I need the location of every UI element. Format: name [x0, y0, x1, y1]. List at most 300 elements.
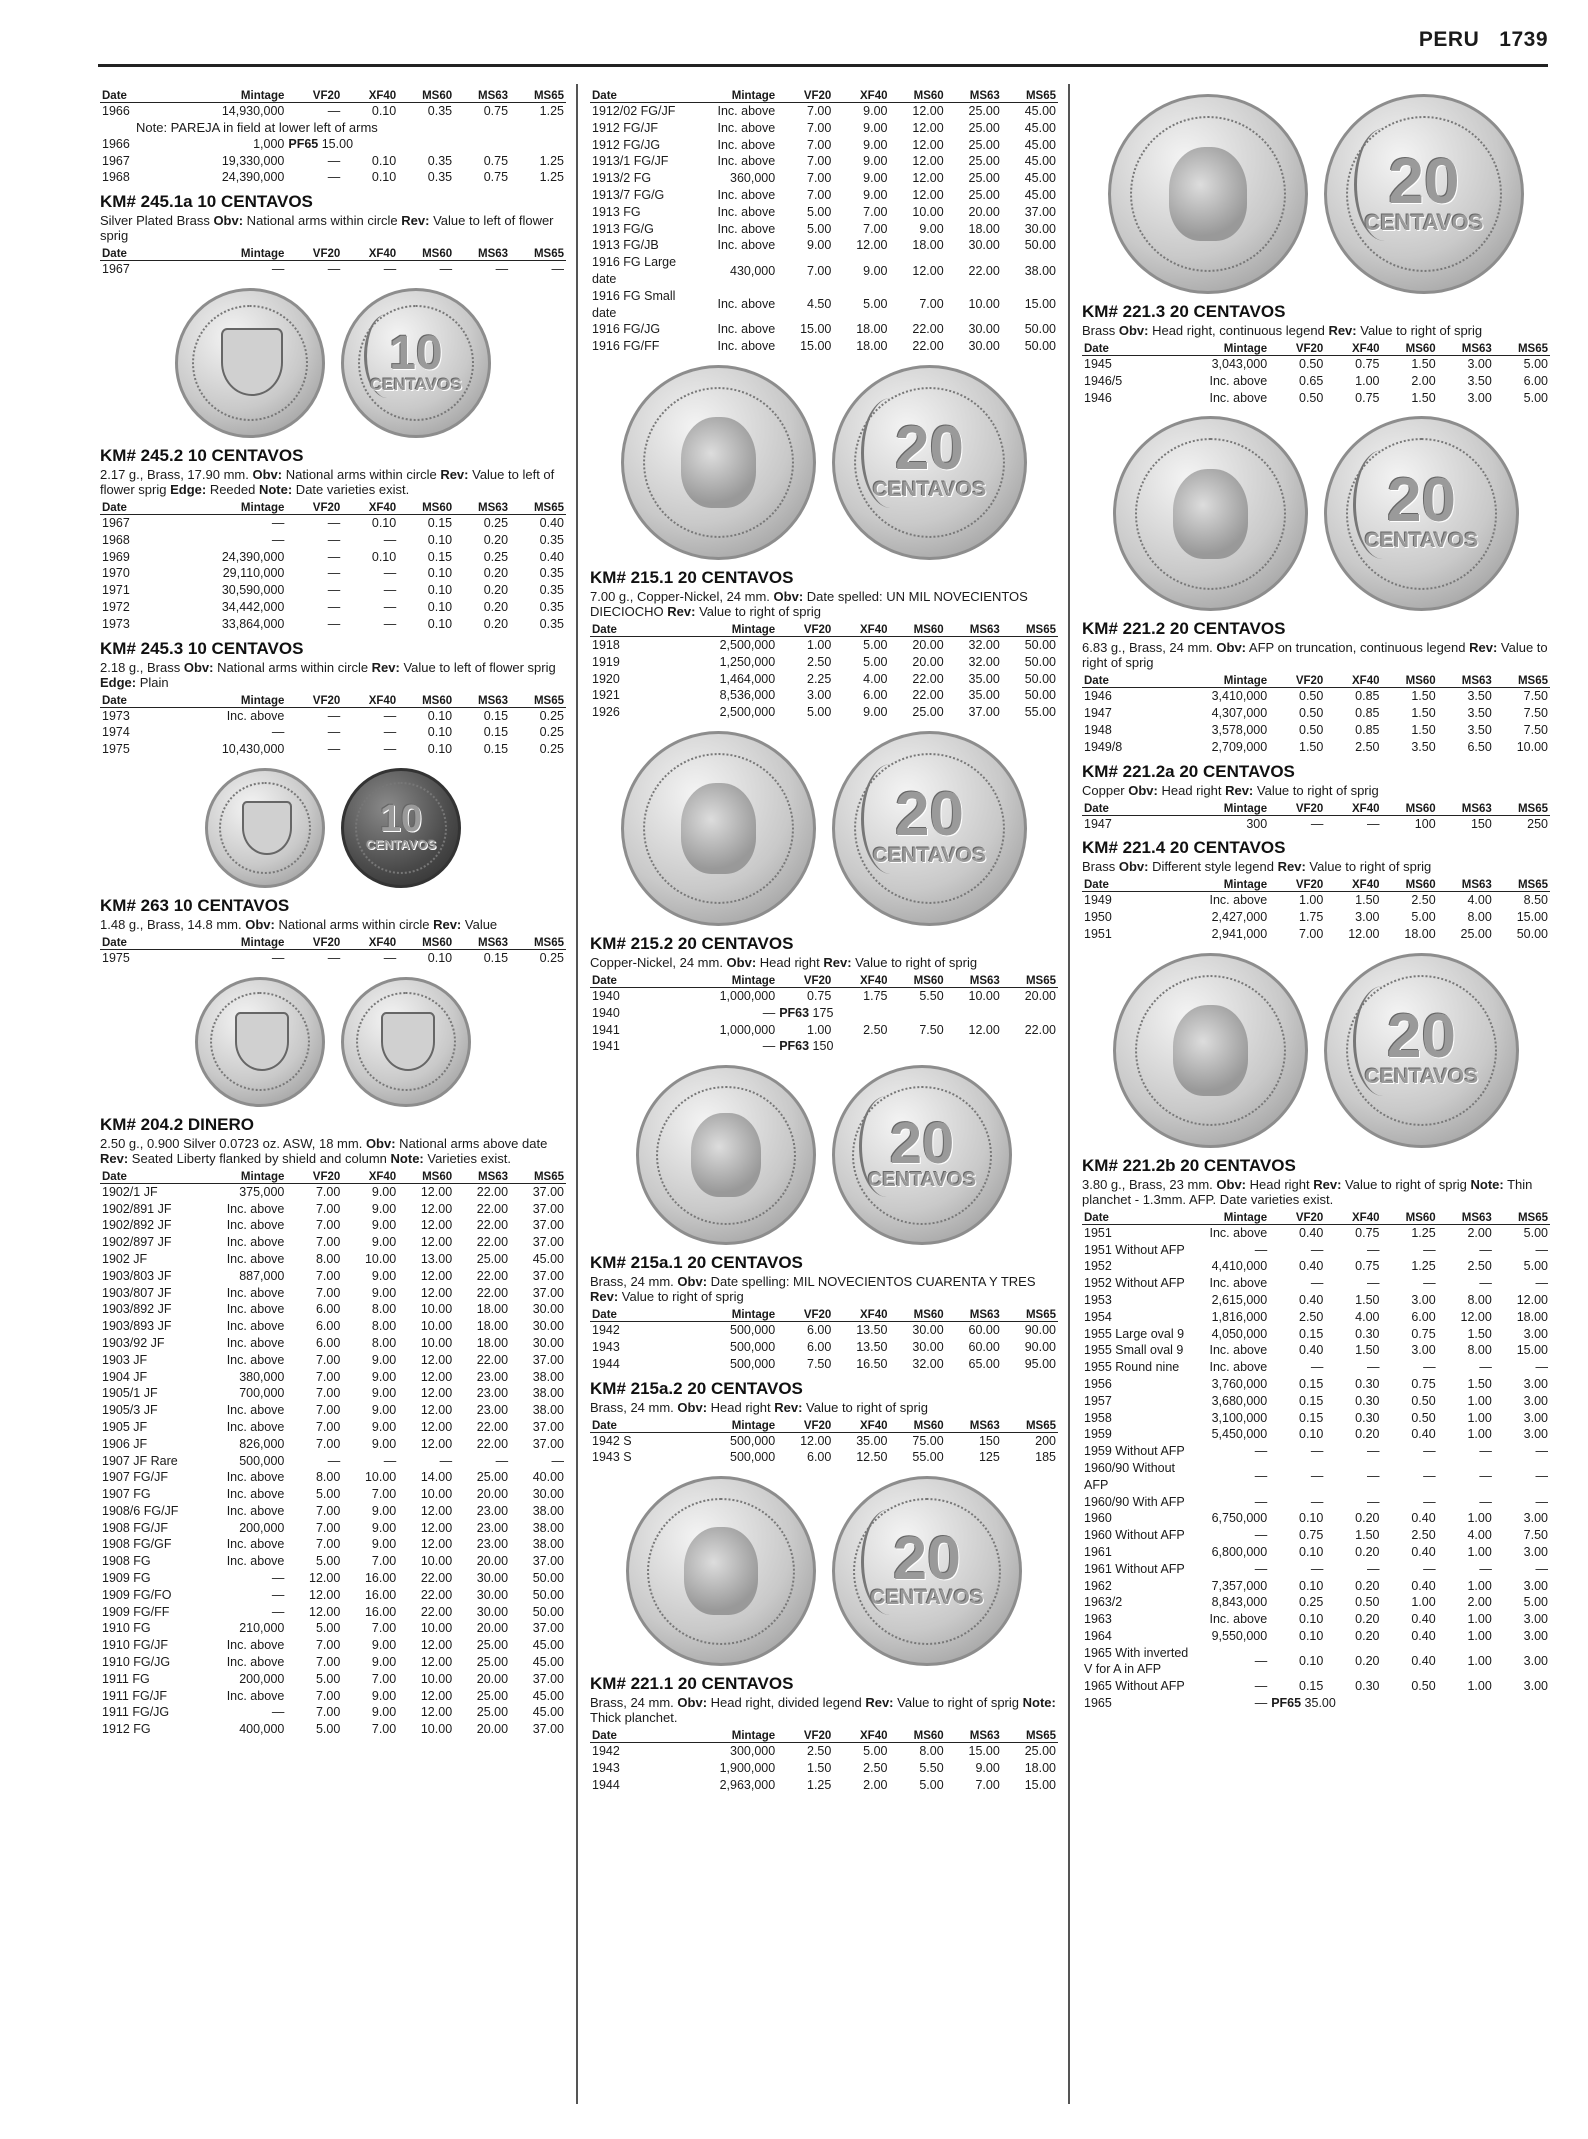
table-cell: 0.50	[1299, 689, 1324, 704]
price-table	[100, 90, 566, 186]
column-header: VF20	[286, 90, 342, 103]
table-cell: 9.00	[371, 1705, 397, 1720]
table-cell: Inc. above	[1209, 390, 1268, 405]
table-cell: —	[1479, 1444, 1492, 1459]
table-cell: 7.00	[919, 297, 944, 312]
table-row	[590, 170, 1058, 187]
table-cell: 0.20	[1355, 1578, 1380, 1593]
table-cell: 7.00	[315, 1638, 341, 1653]
table-cell: 7.00	[371, 1487, 397, 1502]
table-cell: 8.00	[315, 1251, 341, 1266]
table-row	[100, 1285, 566, 1302]
table-cell: 0.40	[1299, 1259, 1324, 1274]
coin-value: 20	[895, 780, 964, 850]
table-cell: 30.00	[532, 1335, 564, 1350]
entry-description	[1082, 1177, 1550, 1207]
table-cell: 1913/1 FG/JF	[592, 154, 669, 169]
table-cell: 20.00	[476, 1554, 509, 1569]
table-header-row	[590, 1420, 1058, 1433]
table-cell: Inc. above	[717, 154, 776, 169]
table-cell: 30.00	[968, 322, 1000, 337]
table-cell: 18.00	[476, 1319, 509, 1334]
table-cell: 8.00	[371, 1302, 397, 1317]
table-cell: 7.00	[863, 204, 888, 219]
table-cell: Inc. above	[717, 120, 776, 135]
table-cell: 1912 FG/JG	[592, 137, 661, 152]
table-cell: Inc. above	[226, 1319, 285, 1334]
column-header: XF40	[1325, 1212, 1381, 1225]
table-cell: 9.00	[371, 1638, 397, 1653]
table-cell: 0.85	[1355, 689, 1380, 704]
table-row	[1082, 1695, 1550, 1712]
field-label: Note:	[1022, 1695, 1056, 1711]
table-cell: 37.00	[532, 1671, 564, 1686]
table-cell: 7.00	[807, 154, 832, 169]
table-cell: 12.00	[420, 1218, 453, 1233]
table-cell: 95.00	[1024, 1356, 1056, 1371]
table-row	[1082, 926, 1550, 943]
table-cell: —	[271, 262, 285, 277]
field-label: Obv:	[1128, 782, 1158, 798]
table-cell: 15.00	[1024, 297, 1056, 312]
table-cell: 38.00	[532, 1537, 564, 1552]
field-label: Rev:	[590, 1289, 619, 1305]
table-cell: 23.00	[476, 1537, 509, 1552]
table-cell: 1.50	[1411, 722, 1436, 737]
table-cell: 1913/7 FG/G	[592, 187, 665, 202]
column-header: XF40	[342, 937, 398, 950]
table-row	[100, 1654, 566, 1671]
coin-photo-pair	[590, 1065, 1058, 1245]
table-cell: 0.20	[483, 599, 509, 614]
table-cell: 1.50	[1467, 1376, 1492, 1391]
field-label: Rev:	[1225, 782, 1254, 798]
table-cell: Inc. above	[226, 1503, 285, 1518]
coin-obverse-image	[205, 768, 325, 888]
table-cell: 0.10	[1299, 1544, 1324, 1559]
price-table	[590, 1420, 1058, 1467]
portrait-icon	[684, 1527, 758, 1615]
table-cell: 7.00	[1299, 926, 1324, 941]
table-cell: 5.00	[315, 1621, 341, 1636]
table-cell: 0.10	[427, 708, 453, 723]
table-row	[100, 1318, 566, 1335]
table-cell: 9.00	[371, 1218, 397, 1233]
column-header: Mintage	[702, 1309, 777, 1322]
table-cell: Inc. above	[226, 1638, 285, 1653]
table-cell: 0.10	[1299, 1628, 1324, 1643]
table-cell: 23.00	[476, 1503, 509, 1518]
table-cell: 12.00	[420, 1403, 453, 1418]
table-cell: —	[1535, 1276, 1548, 1291]
entry-description	[590, 589, 1058, 619]
table-cell: 12.00	[968, 1022, 1000, 1037]
table-row	[1082, 1527, 1550, 1544]
table-cell: 6,800,000	[1211, 1544, 1268, 1559]
table-cell: 7.00	[315, 1352, 341, 1367]
table-cell: 25.00	[476, 1655, 509, 1670]
table-cell: 1.50	[1411, 706, 1436, 721]
table-row	[100, 1704, 566, 1721]
column-header: XF40	[342, 248, 398, 261]
table-cell: 7.50	[919, 1022, 944, 1037]
table-row	[1082, 1510, 1550, 1527]
coin-unit: CENTAVOS	[1364, 1065, 1479, 1089]
table-cell: 5.00	[315, 1554, 341, 1569]
table-cell: 1916 FG/JG	[592, 322, 661, 337]
table-cell: —	[1535, 1469, 1548, 1484]
table-cell: 22.00	[476, 1201, 509, 1216]
table-cell: 1910 FG/JG	[102, 1655, 171, 1670]
table-cell: —	[1254, 1696, 1268, 1711]
field-label: Rev:	[401, 213, 430, 229]
table-cell: 1.00	[1411, 1595, 1436, 1610]
table-cell: Inc. above	[226, 1285, 285, 1300]
table-cell: 5.00	[315, 1722, 341, 1737]
table-cell: 23.00	[476, 1403, 509, 1418]
column-header: Mintage	[212, 90, 287, 103]
column-header: MS65	[510, 90, 566, 103]
table-cell: —	[383, 742, 397, 757]
table-cell: 1909 FG/FO	[102, 1587, 172, 1602]
table-cell: 10.00	[364, 1470, 397, 1485]
proof-value-cell	[777, 1005, 1058, 1022]
table-cell: Inc. above	[226, 1235, 285, 1250]
table-cell: 20.00	[476, 1487, 509, 1502]
proof-grade: PF65	[288, 136, 322, 151]
column-header: VF20	[286, 937, 342, 950]
table-row	[100, 1688, 566, 1705]
table-cell: 1955 Large oval 9	[1084, 1326, 1185, 1341]
table-cell: 1954	[1084, 1309, 1112, 1324]
table-cell: 3,578,000	[1211, 722, 1268, 737]
table-cell: 200,000	[239, 1671, 285, 1686]
table-cell: 60.00	[968, 1323, 1000, 1338]
table-cell: 5.00	[863, 1744, 888, 1759]
table-cell: 1972	[102, 599, 130, 614]
table-cell: —	[271, 532, 285, 547]
table-cell: 0.75	[483, 170, 509, 185]
catalog-entry	[590, 1379, 1058, 1467]
table-row	[590, 1022, 1058, 1039]
table-cell: 9.00	[371, 1655, 397, 1670]
table-cell: 3.00	[1467, 357, 1492, 371]
field-text: 2.17 g., Brass, 17.90 mm.	[100, 466, 253, 482]
entry-title: KM# 221.2a 20 CENTAVOS	[1082, 761, 1295, 781]
table-cell: 37.00	[532, 1621, 564, 1636]
table-cell: 50.00	[1516, 926, 1548, 941]
table-cell: 1959 Without AFP	[1084, 1444, 1185, 1459]
table-row	[100, 1335, 566, 1352]
entry-title: KM# 215.2 20 CENTAVOS	[590, 933, 794, 953]
table-cell: 1902 JF	[102, 1251, 148, 1266]
table-cell: 6.00	[807, 1450, 832, 1465]
table-cell: —	[327, 170, 341, 185]
table-cell: 0.75	[1411, 1326, 1436, 1341]
table-cell: 9.00	[371, 1403, 397, 1418]
table-cell: —	[1254, 1242, 1268, 1257]
table-cell: 0.10	[427, 583, 453, 598]
table-cell: 9.00	[371, 1268, 397, 1283]
coin-obverse-image	[621, 365, 816, 560]
table-cell: 22.00	[968, 263, 1000, 278]
table-cell: 0.20	[483, 583, 509, 598]
table-cell: 0.75	[483, 104, 509, 118]
table-cell: 1964	[1084, 1628, 1112, 1643]
table-cell: 25.00	[968, 137, 1000, 152]
table-cell: 10.00	[1516, 739, 1548, 754]
table-cell: 9.00	[919, 221, 944, 236]
table-cell: 1960 Without AFP	[1084, 1528, 1185, 1543]
table-cell: —	[1310, 1469, 1324, 1484]
table-cell: 887,000	[239, 1268, 285, 1283]
column-header: VF20	[1269, 675, 1325, 688]
table-row	[590, 1356, 1058, 1373]
table-cell: 0.35	[539, 583, 564, 598]
table-cell: 210,000	[239, 1621, 285, 1636]
table-row	[590, 103, 1058, 120]
table-cell: 25.00	[968, 187, 1000, 202]
proof-value: 150	[812, 1039, 834, 1054]
table-cell: 9.00	[863, 120, 888, 135]
table-cell: 1909 FG	[102, 1571, 151, 1586]
table-cell: 12.50	[856, 1450, 888, 1465]
column-header: MS63	[1438, 1212, 1494, 1225]
table-cell: 1911 FG/JG	[102, 1705, 170, 1720]
table-cell: 30,590,000	[221, 583, 285, 598]
table-cell: 4.00	[1467, 1528, 1492, 1543]
table-cell: 3.50	[1467, 689, 1492, 704]
price-table	[590, 624, 1058, 721]
table-cell: 1912 FG/JF	[592, 120, 658, 135]
table-cell: 1.00	[1467, 1511, 1492, 1526]
table-cell: 0.50	[1411, 1393, 1436, 1408]
table-cell: 826,000	[239, 1436, 285, 1451]
table-cell: Inc. above	[226, 1251, 285, 1266]
table-cell: Inc. above	[226, 1655, 285, 1670]
table-cell: —	[1367, 1276, 1380, 1291]
column-header: Date	[590, 1309, 702, 1322]
price-table	[590, 975, 1058, 1055]
table-header-row	[590, 624, 1058, 637]
field-text: Value	[461, 916, 498, 932]
table-cell: 2.00	[1467, 1595, 1492, 1610]
field-text: Head right	[1246, 1176, 1314, 1192]
table-cell: 22.00	[420, 1604, 453, 1619]
table-cell: —	[383, 262, 397, 277]
table-cell: —	[1367, 816, 1380, 831]
table-cell: —	[327, 708, 341, 723]
table-cell: —	[327, 515, 341, 530]
table-cell: —	[383, 725, 397, 740]
table-cell: 0.25	[483, 549, 509, 564]
table-cell: 1912 FG	[102, 1722, 151, 1737]
table-row	[590, 987, 1058, 1004]
table-cell: 0.40	[539, 549, 564, 564]
table-cell: 20.00	[912, 637, 944, 652]
table-cell: 9.00	[371, 1235, 397, 1250]
table-cell: 0.25	[1299, 1595, 1324, 1610]
table-cell: Inc. above	[1209, 1276, 1268, 1291]
table-cell: 9.00	[371, 1520, 397, 1535]
table-cell: 430,000	[730, 263, 776, 278]
table-row	[590, 120, 1058, 137]
catalog-entry	[590, 568, 1058, 721]
table-row	[1082, 1544, 1550, 1561]
field-text: Brass, 24 mm.	[590, 1274, 678, 1290]
table-cell: 6,750,000	[1211, 1511, 1268, 1526]
column-header: XF40	[833, 90, 889, 103]
table-cell: 3.50	[1467, 373, 1492, 388]
table-cell: 1963	[1084, 1612, 1112, 1627]
coin-unit: CENTAVOS	[370, 374, 462, 394]
table-cell: 5.50	[919, 988, 944, 1003]
table-cell: —	[271, 1705, 285, 1720]
table-cell: 1968	[102, 532, 130, 547]
table-cell: 22.00	[912, 688, 944, 703]
table-row	[100, 169, 566, 186]
coin-photo-pair	[590, 365, 1058, 560]
table-cell: 125	[978, 1450, 1000, 1465]
table-cell: 24,390,000	[221, 549, 285, 564]
table-cell: 16.00	[364, 1571, 397, 1586]
table-cell: 16.00	[364, 1604, 397, 1619]
table-cell: 5.00	[1523, 390, 1548, 405]
proof-value-cell	[286, 136, 566, 153]
field-label: Obv:	[252, 466, 283, 482]
table-cell: 7.00	[975, 1777, 1000, 1792]
table-cell: 30.00	[476, 1571, 509, 1586]
table-cell: —	[1423, 1242, 1436, 1257]
column-1	[100, 84, 566, 1738]
table-cell: 1960	[1084, 1511, 1112, 1526]
table-cell: 0.75	[1355, 1225, 1380, 1240]
table-row	[100, 532, 566, 549]
coin-unit: CENTAVOS	[365, 837, 437, 853]
table-row	[590, 1322, 1058, 1339]
coin-photo-pair	[1082, 94, 1550, 294]
table-cell: 3.00	[1523, 1326, 1548, 1341]
coin-obverse-image	[1108, 94, 1308, 294]
field-text: Value to right of sprig	[1253, 782, 1379, 798]
table-cell: 45.00	[1024, 137, 1056, 152]
table-cell: 16.50	[856, 1356, 888, 1371]
table-cell: 1.00	[1467, 1427, 1492, 1442]
table-row	[1082, 705, 1550, 722]
table-cell: 0.40	[1411, 1628, 1436, 1643]
table-cell: 50.00	[1024, 238, 1056, 253]
field-text: 7.00 g., Copper-Nickel, 24 mm.	[590, 588, 774, 604]
coin-photo-pair	[100, 768, 566, 888]
table-cell: Inc. above	[1209, 1612, 1268, 1627]
price-table	[1082, 803, 1550, 833]
table-cell: 0.25	[483, 515, 509, 530]
table-cell: 1946	[1084, 689, 1112, 704]
table-cell: 9.00	[863, 705, 888, 720]
table-cell: 10.00	[364, 1251, 397, 1266]
table-row	[590, 288, 1058, 322]
table-row	[1082, 1393, 1550, 1410]
table-cell: 0.15	[483, 742, 509, 757]
table-cell: 3.00	[1523, 1410, 1548, 1425]
table-cell: 30.00	[1024, 221, 1056, 236]
table-cell: 1.25	[1411, 1259, 1436, 1274]
table-cell: 30.00	[476, 1604, 509, 1619]
table-cell: 1.00	[807, 637, 832, 652]
table-row	[1082, 1275, 1550, 1292]
price-table	[100, 1171, 566, 1738]
price-table	[1082, 1212, 1550, 1712]
table-cell: 7.00	[315, 1386, 341, 1401]
table-cell: 15.00	[1516, 910, 1548, 925]
table-cell: 50.00	[532, 1571, 564, 1586]
table-cell: 0.75	[1355, 390, 1380, 405]
table-cell: 2.50	[1411, 1528, 1436, 1543]
table-cell: 1971	[102, 583, 130, 598]
entry-title: KM# 245.2 10 CENTAVOS	[100, 445, 304, 465]
table-cell: 5.00	[807, 204, 832, 219]
entry-description	[590, 1695, 1058, 1725]
table-cell: 3.00	[1523, 1511, 1548, 1526]
table-cell: 0.35	[427, 170, 453, 185]
table-cell: Inc. above	[226, 1218, 285, 1233]
table-row	[1082, 1376, 1550, 1393]
entry-description	[590, 1400, 1058, 1415]
catalog-entry	[100, 446, 566, 633]
table-cell: 1916 FG Small date	[592, 288, 676, 320]
table-cell: 2.00	[1411, 373, 1436, 388]
table-cell: 0.75	[807, 988, 832, 1003]
table-cell: 1968	[102, 170, 130, 185]
table-cell: 1902/892 JF	[102, 1218, 172, 1233]
table-cell: 7.00	[371, 1671, 397, 1686]
table-cell: Inc. above	[717, 187, 776, 202]
column-header: Mintage	[1194, 675, 1269, 688]
table-cell: 32.00	[968, 637, 1000, 652]
table-cell: 150	[1470, 816, 1492, 831]
table-cell: 1975	[102, 950, 130, 965]
table-cell: 37.00	[532, 1436, 564, 1451]
table-cell: 0.15	[1299, 1376, 1324, 1391]
table-cell: 1,900,000	[719, 1760, 776, 1775]
table-cell: 38.00	[532, 1369, 564, 1384]
table-cell: 15.00	[1024, 1777, 1056, 1792]
table-cell: 1.50	[1355, 893, 1380, 908]
table-cell: Inc. above	[1209, 1360, 1268, 1375]
column-header: MS60	[1382, 675, 1438, 688]
table-cell: 12.00	[420, 1705, 453, 1720]
table-cell: 12.00	[856, 238, 888, 253]
table-cell: 1920	[592, 671, 620, 686]
table-cell: 37.00	[532, 1218, 564, 1233]
column-header: Mintage	[1194, 803, 1269, 816]
table-cell: 0.10	[427, 950, 453, 965]
table-cell: 700,000	[239, 1386, 285, 1401]
table-cell: 50.00	[1024, 671, 1056, 686]
table-cell: 2.50	[807, 1744, 832, 1759]
field-label: Obv:	[1118, 323, 1149, 338]
field-label: Note:	[390, 1150, 424, 1166]
table-cell: 1946/5	[1084, 373, 1123, 388]
table-cell: 1,000,000	[719, 1022, 776, 1037]
table-cell: 15.00	[968, 1744, 1000, 1759]
column-header: MS63	[946, 975, 1002, 988]
table-cell: 6.00	[807, 1339, 832, 1354]
field-label: Rev:	[1469, 640, 1498, 656]
table-cell: 38.00	[532, 1386, 564, 1401]
table-cell: 1.50	[1411, 689, 1436, 704]
table-row	[100, 1234, 566, 1251]
